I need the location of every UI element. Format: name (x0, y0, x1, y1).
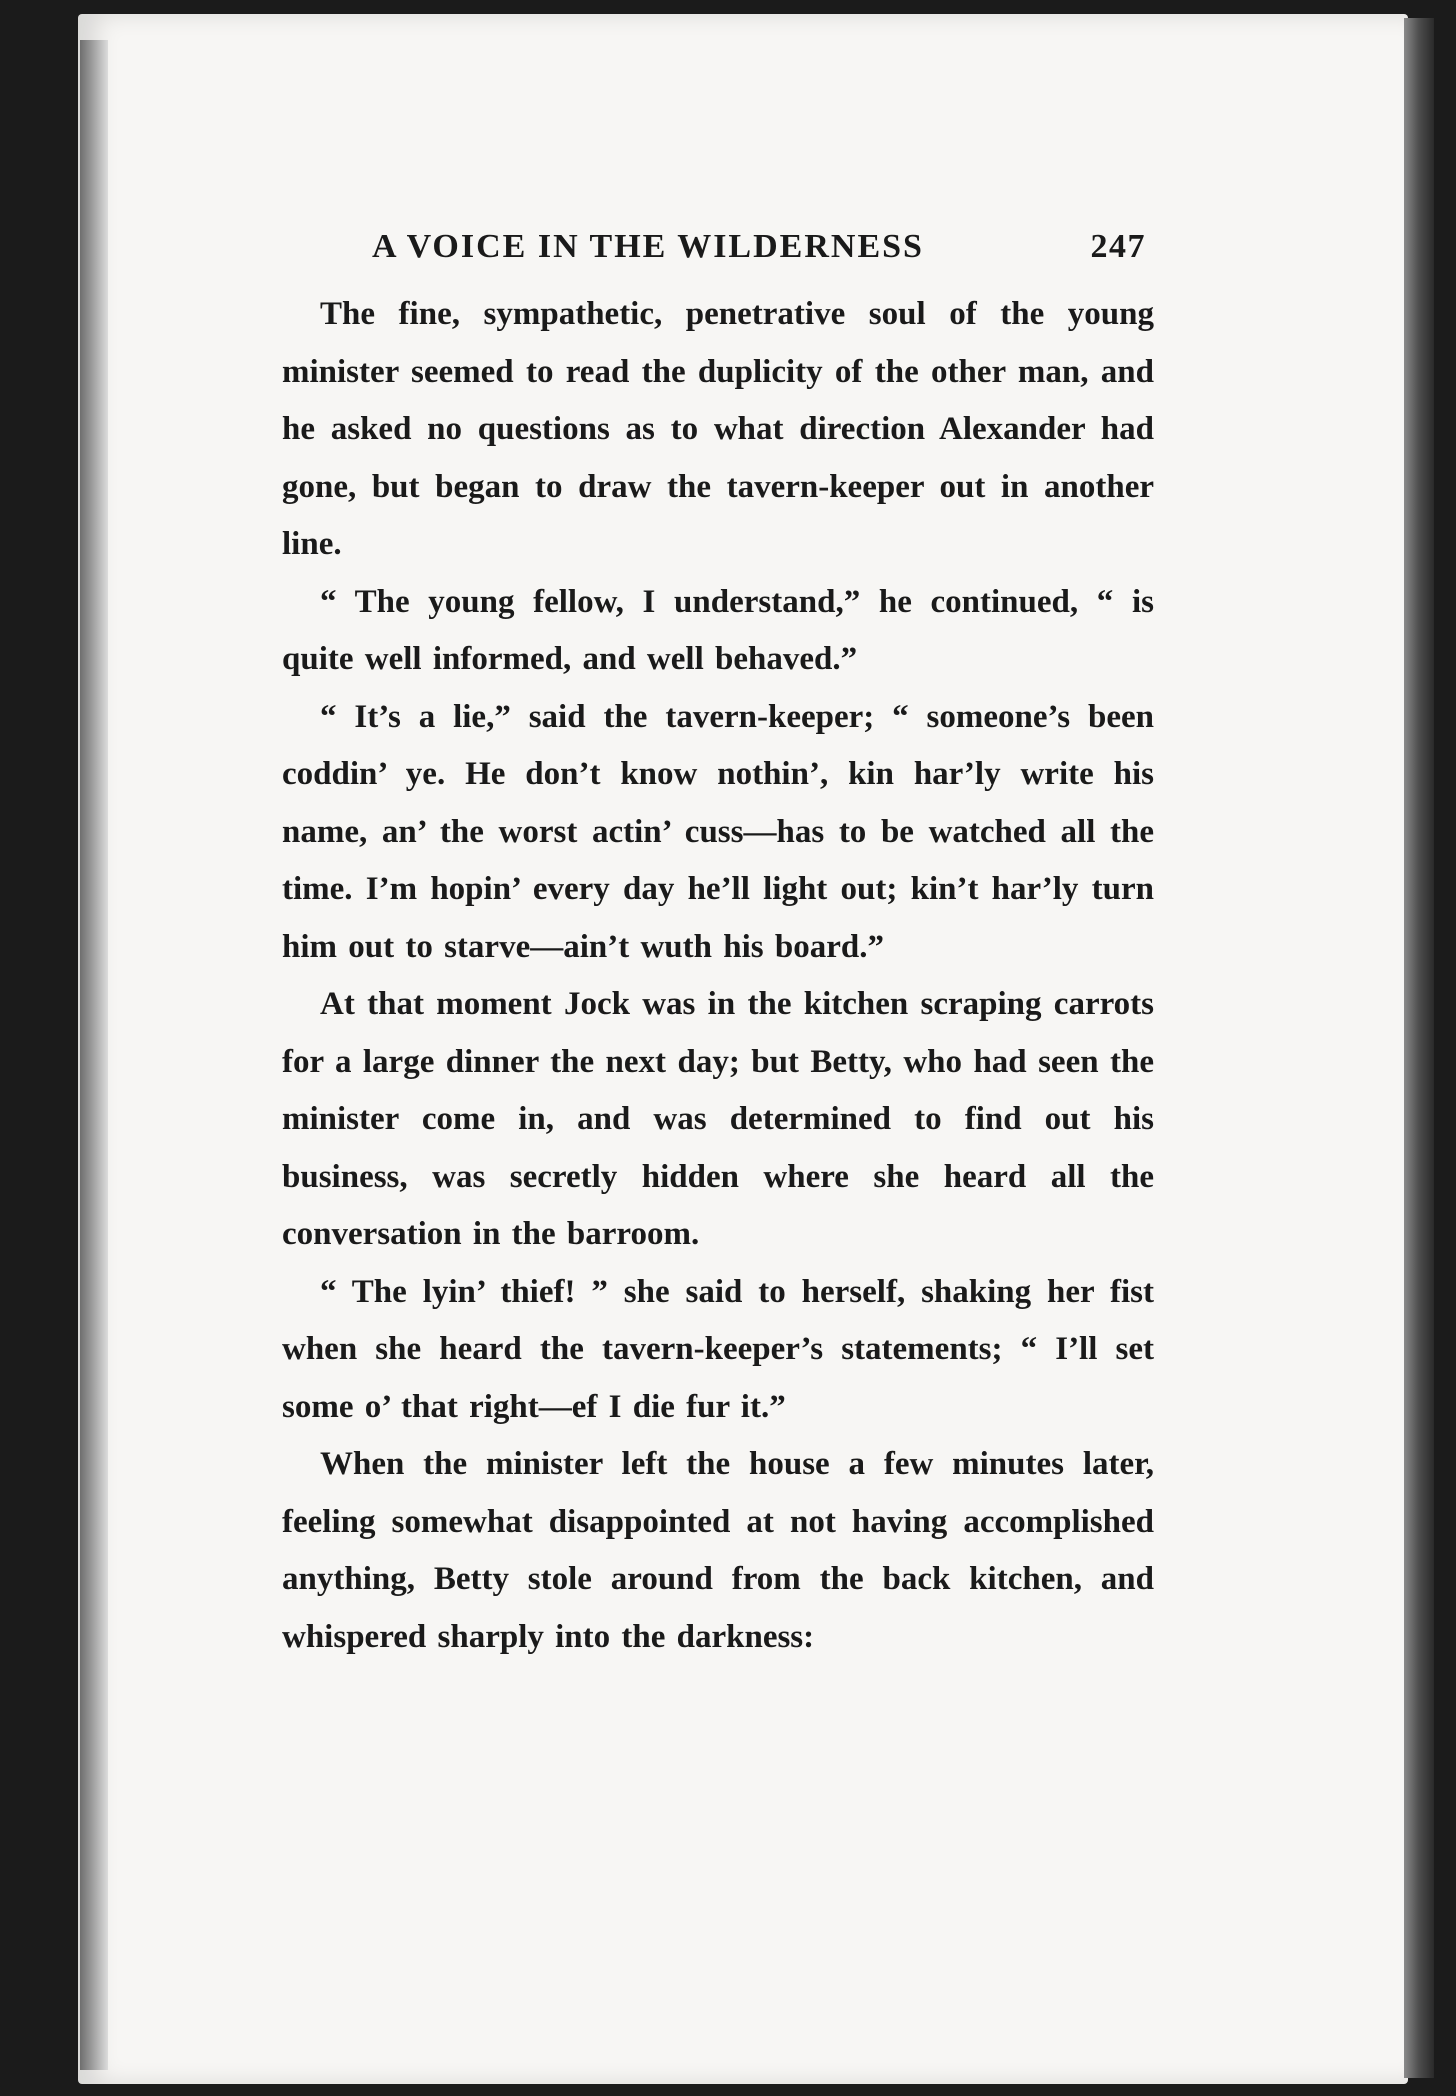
page-text-block (282, 228, 1154, 1666)
paragraph: “ The lyin’ thief! ” she said to herself, shaking her fist when she heard the tavern-keeper’s statements; “ I’ll set some o’ that right—ef I die fur it.” (282, 1273, 1154, 1425)
page-number: 247 (1090, 228, 1146, 265)
paragraph: “ It’s a lie,” said the tavern-keeper; “ someone’s been coddin’ ye. He don’t know nothin’, kin har’ly write his name, an’ the worst actin’ cuss—has to be watched all the time. I’m hopin’ every day he’ll light out; kin’t har’ly turn him out to starve—ain’t wuth his board.” (282, 698, 1154, 965)
paragraph: “ The young fellow, I understand,” he continued, “ is quite well informed, and well behaved.” (282, 583, 1154, 677)
book-gutter-shadow (80, 40, 108, 2070)
running-header (282, 228, 1154, 266)
paragraph: The fine, sympathetic, penetrative soul of the young minister seemed to read the duplicity of the other man, and he asked no questions as to what direction Alexander had gone, but began to draw the tavern-keeper out in another line. (282, 296, 1154, 562)
paragraph: At that moment Jock was in the kitchen scraping carrots for a large dinner the next day; but Betty, who had seen the minister come in, and was determined to find out his business, was secretly hidden where she heard all the conversation in the barroom. (282, 986, 1154, 1252)
paragraph: When the minister left the house a few minutes later, feeling somewhat disappointed at not having accomplished anything, Betty stole around from the back kitchen, and whispered sharply into the darkness: (282, 1446, 1154, 1655)
running-title: A VOICE IN THE WILDERNESS (372, 228, 924, 265)
page-edge (1404, 18, 1434, 2078)
